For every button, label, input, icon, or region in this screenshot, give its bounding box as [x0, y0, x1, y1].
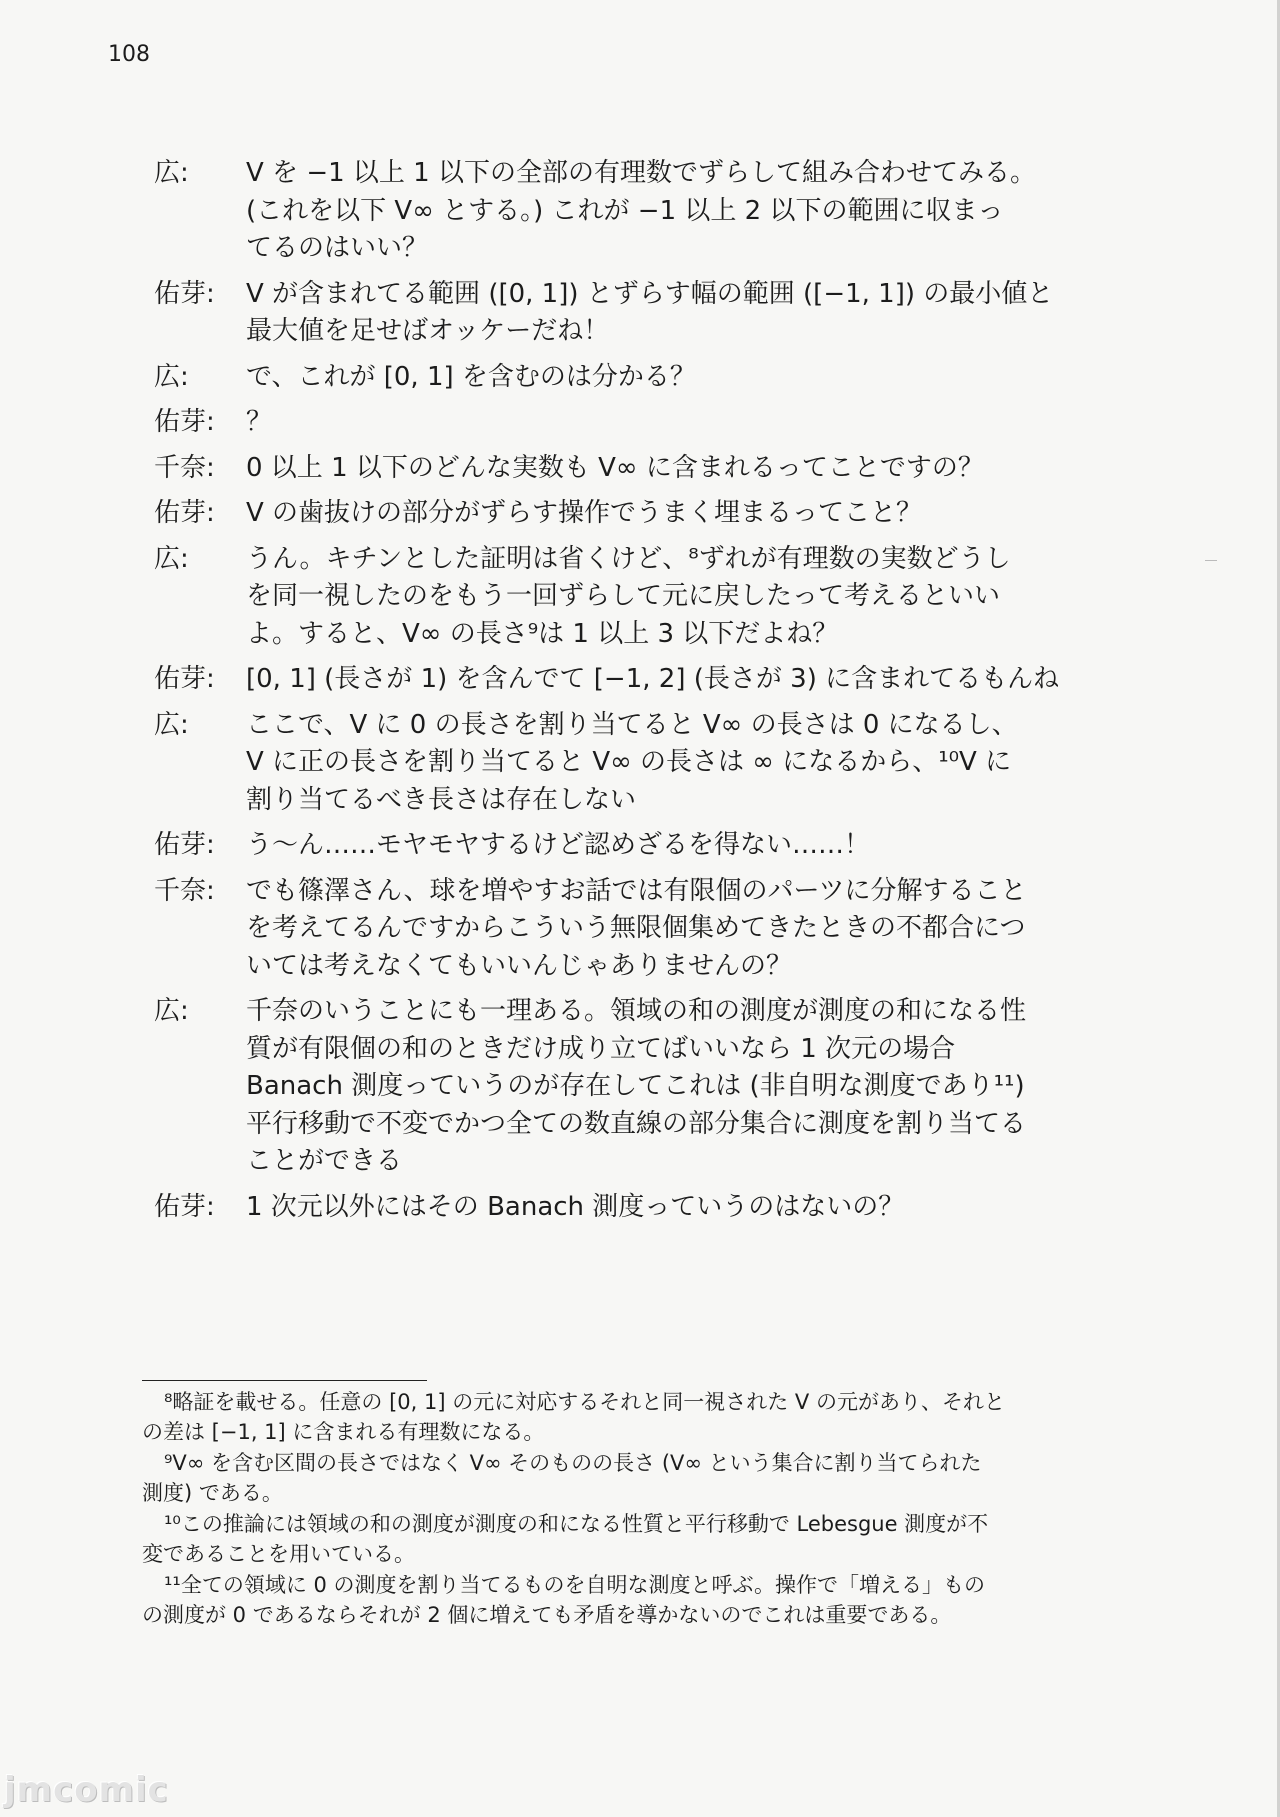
- footnote-text-row: 変であることを用いている。: [142, 1542, 415, 1566]
- speaker-label: 広:: [154, 543, 189, 574]
- dialogue-line: [154, 541, 1084, 654]
- dialogue-text-row: ここで、V に 0 の長さを割り当てると V∞ の長さは 0 になるし、: [246, 709, 1018, 740]
- footnote-text-row: ¹¹全ての領域に 0 の測度を割り当てるものを自明な測度と呼ぶ。操作で「増える」もの: [164, 1573, 985, 1597]
- dialogue-text-row: ことができる: [246, 1146, 403, 1176]
- dialogue-text-row: いては考えなくてもいいんじゃありませんの？: [246, 950, 793, 981]
- dialogue-text: [246, 1189, 1084, 1227]
- dialogue-body: [154, 155, 1084, 1234]
- scan-mark: [1205, 560, 1217, 561]
- dialogue-text-row: を同一視したのをもう一回ずらして元に戻したって考えるといい: [246, 581, 1001, 611]
- footnote-text-row: 測度) である。: [142, 1481, 283, 1505]
- dialogue-line: [154, 827, 1084, 865]
- speaker-label: 佑芽:: [154, 1191, 215, 1222]
- dialogue-line: [154, 155, 1084, 268]
- dialogue-line: [154, 1189, 1084, 1227]
- dialogue-text-row: 平行移動で不変でかつ全ての数直線の部分集合に測度を割り当てる: [246, 1108, 1027, 1139]
- dialogue-line: [154, 993, 1084, 1181]
- footnotes: [142, 1387, 1092, 1631]
- dialogue-text-row: うん。キチンとした証明は省くけど、⁸ずれが有理数の実数どうし: [246, 543, 1011, 574]
- dialogue-text-row: 最大値を足せばオッケーだね！: [246, 316, 610, 346]
- footnote-text-row: の測度が 0 であるならそれが 2 個に増えても矛盾を導かないのでこれは重要である。: [142, 1603, 952, 1627]
- dialogue-text-row: V の歯抜けの部分がずらす操作でうまく埋まるってこと？: [246, 498, 923, 528]
- speaker-label: 千奈:: [154, 875, 215, 906]
- footnote: [142, 1509, 1092, 1569]
- dialogue-text-row: V に正の長さを割り当てると V∞ の長さは ∞ になるから、¹⁰V に: [246, 747, 1012, 777]
- page-number: 108: [108, 42, 150, 67]
- dialogue-text: [246, 541, 1084, 654]
- dialogue-line: [154, 404, 1084, 442]
- footnote-text-row: ¹⁰この推論には領域の和の測度が測度の和になる性質と平行移動で Lebesgue 測度が不: [164, 1512, 989, 1536]
- dialogue-line: [154, 661, 1084, 699]
- footnote: [142, 1387, 1092, 1447]
- speaker-label: 佑芽:: [154, 664, 215, 694]
- footnote-divider: [142, 1380, 427, 1381]
- watermark-logo: jmcomic: [4, 1770, 169, 1810]
- dialogue-text-row: う〜ん……モヤモヤするけど認めざるを得ない……！: [246, 830, 871, 860]
- dialogue-text-row: (これを以下 V∞ とする。) これが −1 以上 2 以下の範囲に収まっ: [246, 195, 1004, 226]
- speaker-label: 佑芽:: [154, 830, 215, 860]
- speaker-label: 広:: [154, 158, 189, 188]
- dialogue-text: [246, 873, 1084, 986]
- dialogue-text: [246, 993, 1084, 1181]
- footnote: [142, 1570, 1092, 1630]
- dialogue-text-row: 千奈のいうことにも一理ある。領域の和の測度が測度の和になる性: [246, 996, 1027, 1026]
- dialogue-text-row: Banach 測度っていうのが存在してこれは (非自明な測度であり¹¹): [246, 1071, 1025, 1101]
- dialogue-text-row: [0, 1] (長さが 1) を含んでて [−1, 2] (長さが 3) に含まれてるもんね: [246, 664, 1060, 694]
- dialogue-text-row: でも篠澤さん、球を増やすお話では有限個のパーツに分解すること: [246, 875, 1027, 906]
- dialogue-line: [154, 707, 1084, 820]
- footnote-text-row: ⁹V∞ を含む区間の長さではなく V∞ そのものの長さ (V∞ という集合に割り当てられた: [164, 1451, 982, 1475]
- dialogue-text-row: V を −1 以上 1 以下の全部の有理数でずらして組み合わせてみる。: [246, 158, 1036, 188]
- dialogue-line: [154, 873, 1084, 986]
- dialogue-text-row: ？: [246, 407, 273, 437]
- dialogue-text: [246, 155, 1084, 268]
- dialogue-text-row: で、これが [0, 1] を含むのは分かる？: [246, 361, 696, 392]
- dialogue-text: [246, 404, 1084, 442]
- dialogue-text-row: てるのはいい？: [246, 233, 429, 263]
- dialogue-text-row: 0 以上 1 以下のどんな実数も V∞ に含まれるってことですの？: [246, 452, 984, 483]
- speaker-label: 広:: [154, 361, 189, 392]
- dialogue-text: [246, 359, 1084, 397]
- dialogue-line: [154, 450, 1084, 488]
- dialogue-text: [246, 450, 1084, 488]
- dialogue-text-row: を考えてるんですからこういう無限個集めてきたときの不都合につ: [246, 913, 1026, 943]
- dialogue-text: [246, 276, 1084, 351]
- dialogue-text-row: よ。すると、V∞ の長さ⁹は 1 以上 3 以下だよね？: [246, 618, 839, 649]
- dialogue-text: [246, 661, 1084, 699]
- dialogue-line: [154, 495, 1084, 533]
- speaker-label: 佑芽:: [154, 278, 215, 309]
- dialogue-text: [246, 495, 1084, 533]
- dialogue-text-row: 割り当てるべき長さは存在しない: [246, 784, 637, 815]
- dialogue-text-row: 質が有限個の和のときだけ成り立てばいいなら 1 次元の場合: [246, 1033, 956, 1064]
- footnote-text-row: の差は [−1, 1] に含まれる有理数になる。: [142, 1420, 545, 1444]
- speaker-label: 佑芽:: [154, 498, 215, 528]
- footnote-text-row: ⁸略証を載せる。任意の [0, 1] の元に対応するそれと同一視された V の元があり、それと: [164, 1390, 1005, 1414]
- dialogue-line: [154, 359, 1084, 397]
- dialogue-text: [246, 707, 1084, 820]
- speaker-label: 佑芽:: [154, 407, 215, 437]
- speaker-label: 広:: [154, 996, 189, 1026]
- speaker-label: 千奈:: [154, 452, 215, 483]
- dialogue-text-row: 1 次元以外にはその Banach 測度っていうのはないの？: [246, 1191, 905, 1222]
- footnote: [142, 1448, 1092, 1508]
- speaker-label: 広:: [154, 709, 189, 740]
- dialogue-text: [246, 827, 1084, 865]
- dialogue-text-row: V が含まれてる範囲 ([0, 1]) とずらす幅の範囲 ([−1, 1]) の最小値と: [246, 278, 1054, 309]
- dialogue-line: [154, 276, 1084, 351]
